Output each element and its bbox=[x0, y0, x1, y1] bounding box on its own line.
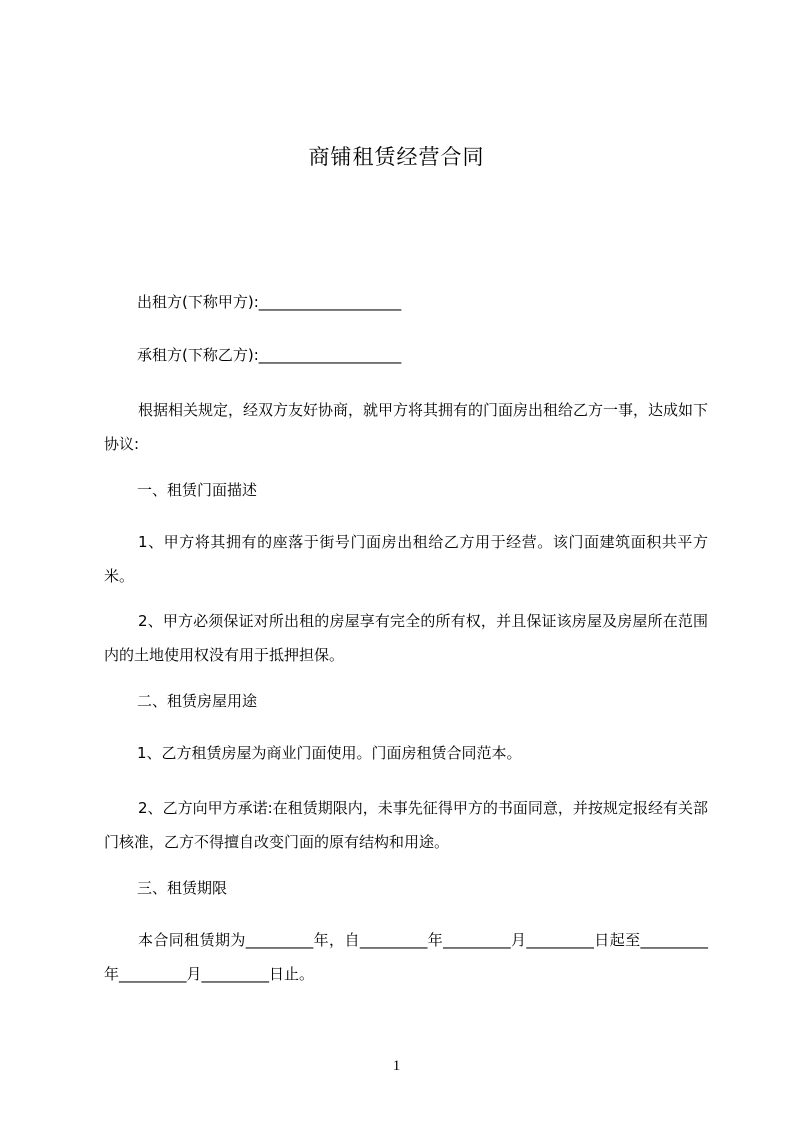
section1-heading: 一、租赁门面描述 bbox=[137, 481, 258, 499]
lessee-line: 承租方(下称乙方):___________________ bbox=[137, 346, 402, 364]
lessor-line: 出租方(下称甲方):___________________ bbox=[137, 293, 402, 311]
section1-item2: 2、甲方必须保证对所出租的房屋享有完全的所有权，并且保证该房屋及房屋所在范围内的土地使用权没有用于抵押担保。 bbox=[104, 612, 708, 664]
section3-heading: 三、租赁期限 bbox=[137, 879, 228, 897]
section2-item1: 1、乙方租赁房屋为商业门面使用。门面房租赁合同范本。 bbox=[137, 744, 522, 762]
page-number: 1 bbox=[392, 1058, 401, 1074]
section3-term: 本合同租赁期为_________年，自_________年_________月_________日起至_________年_________月_________日止。 bbox=[104, 931, 708, 983]
section2-item2: 2、乙方向甲方承诺:在租赁期限内，未事先征得甲方的书面同意，并按规定报经有关部门核准，乙方不得擅自改变门面的原有结构和用途。 bbox=[104, 799, 708, 851]
section2-heading: 二、租赁房屋用途 bbox=[137, 692, 258, 710]
document-title: 商铺租赁经营合同 bbox=[308, 145, 485, 169]
section1-item1: 1、甲方将其拥有的座落于街号门面房出租给乙方用于经营。该门面建筑面积共平方米。 bbox=[104, 533, 708, 585]
intro-paragraph: 根据相关规定，经双方友好协商，就甲方将其拥有的门面房出租给乙方一事，达成如下协议: bbox=[104, 401, 709, 453]
